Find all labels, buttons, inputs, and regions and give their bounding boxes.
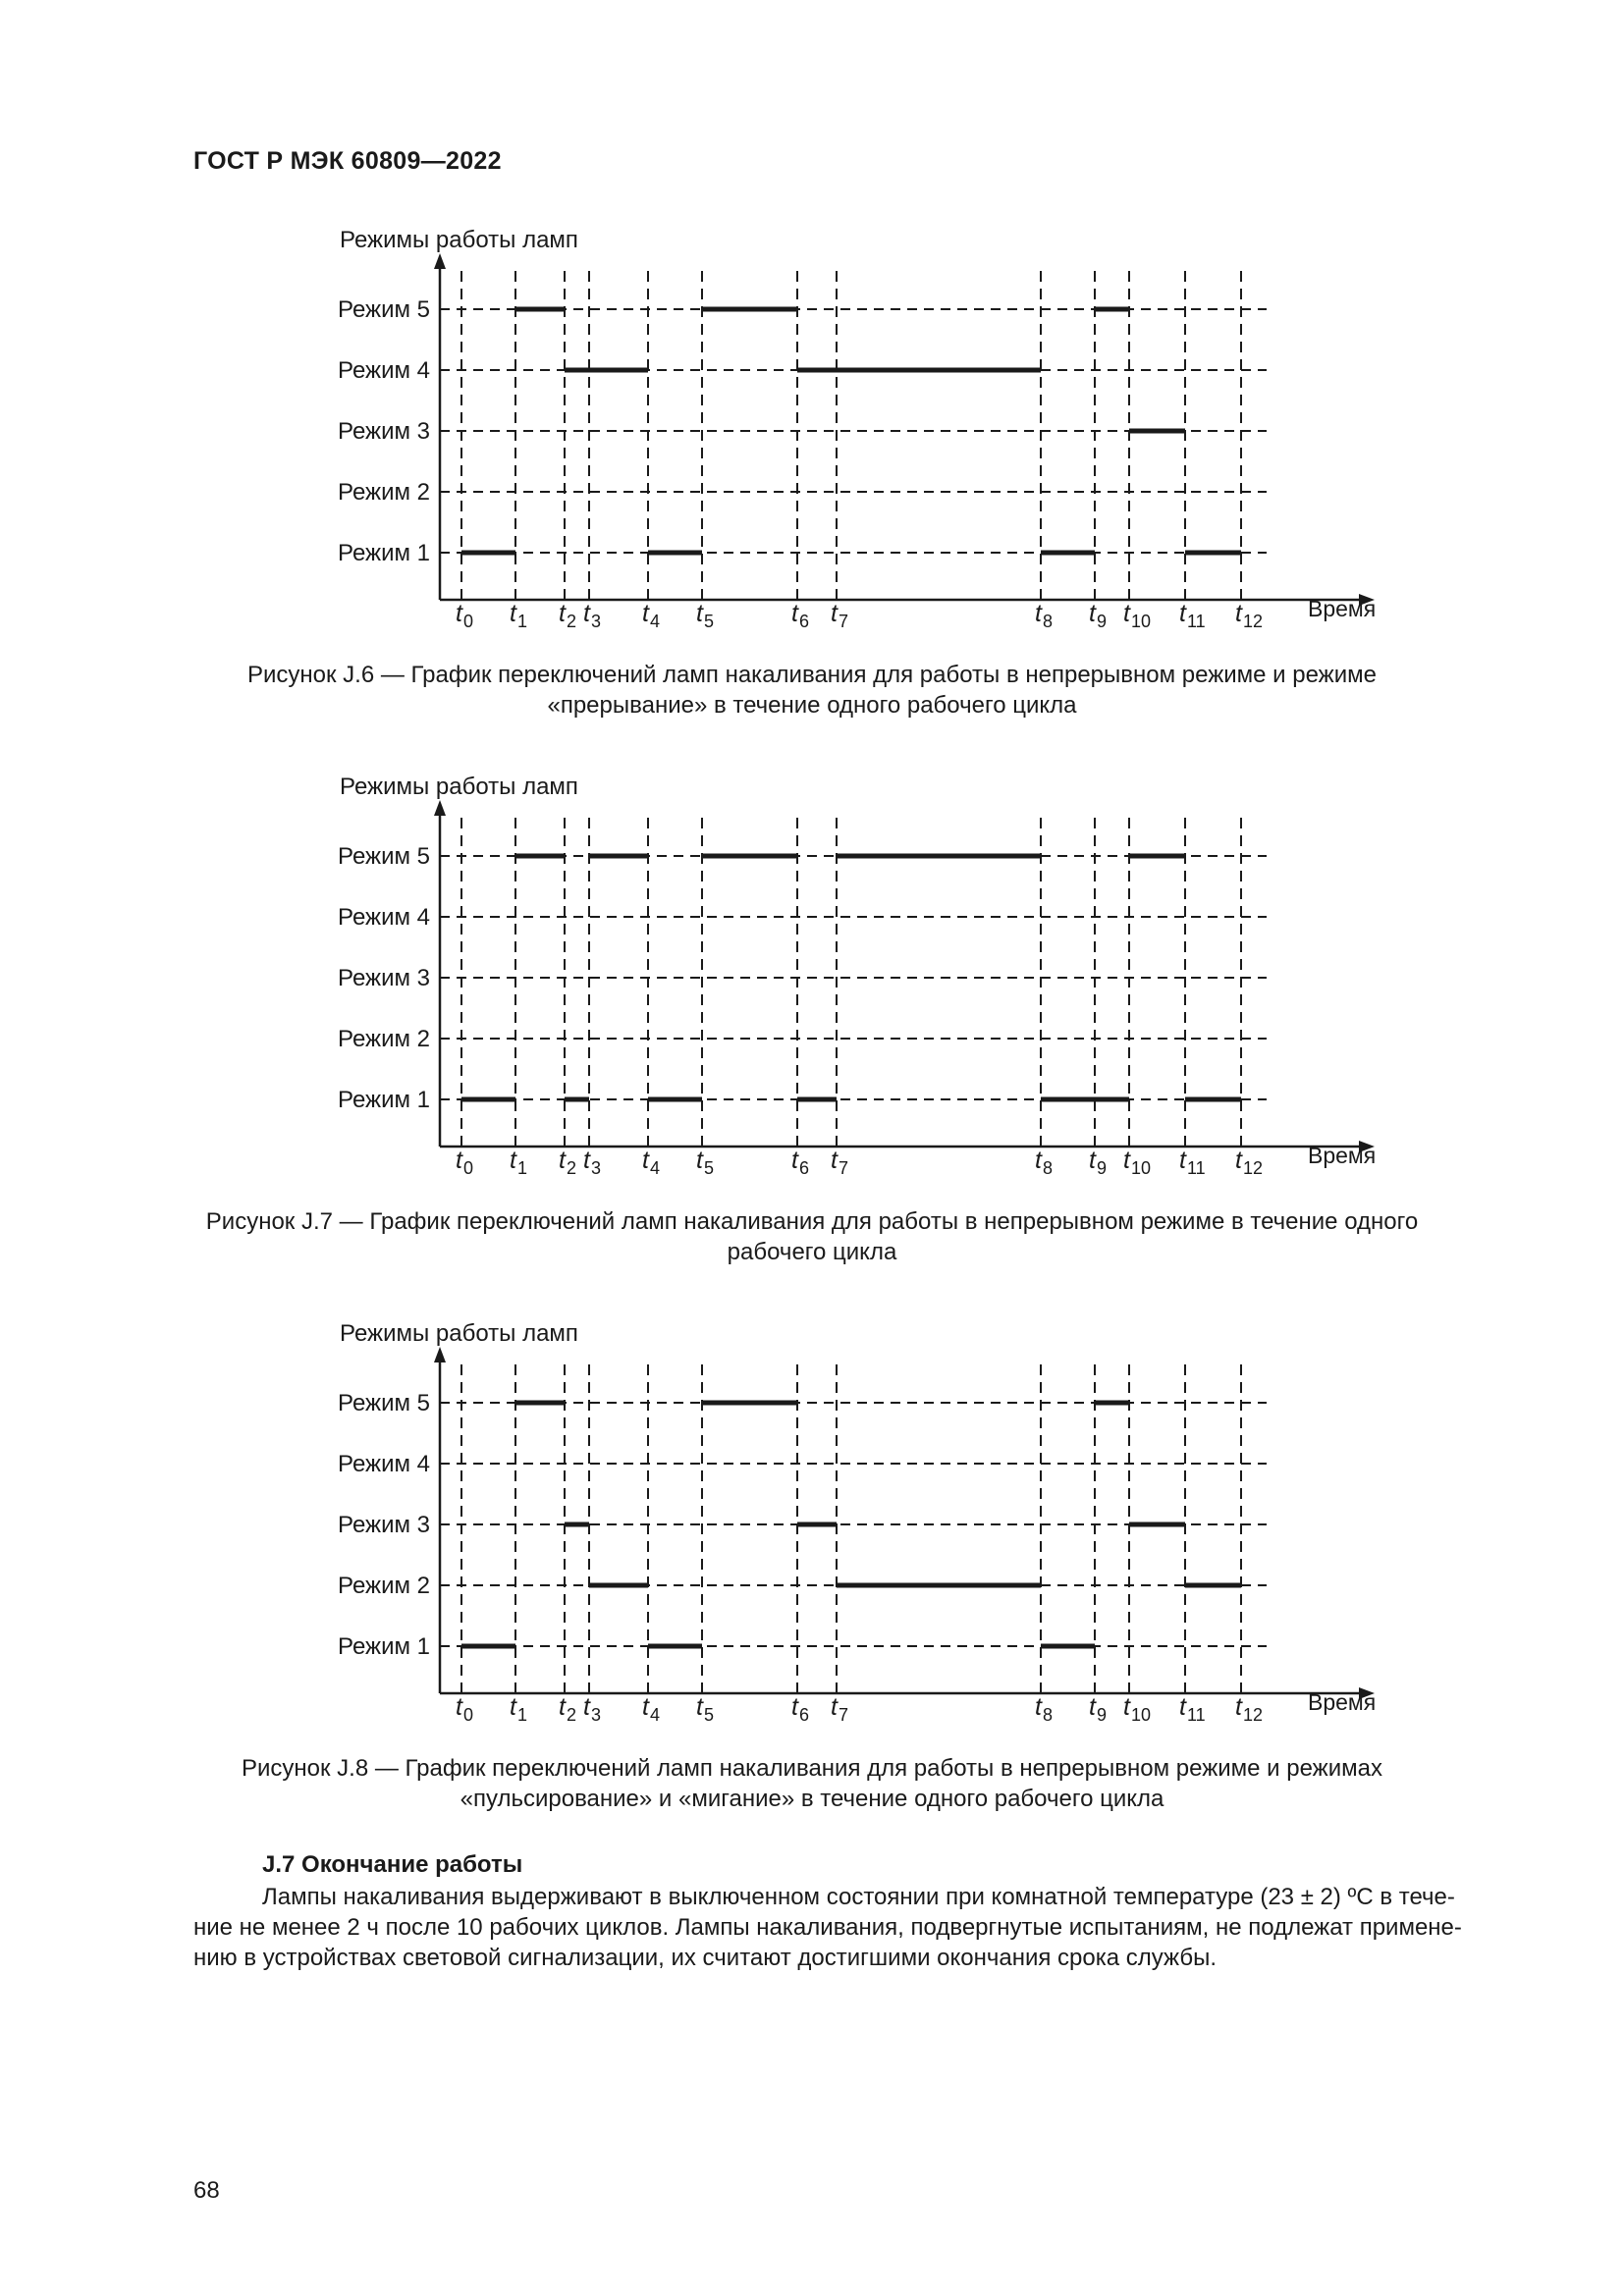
y-axis-arrow: [434, 1347, 446, 1362]
time-tick-label: $t_{12}$: [1235, 1147, 1263, 1178]
time-tick-label: $t_8$: [1035, 1147, 1053, 1178]
paragraph-line: Лампы накаливания выдерживают в выключенном состоянии при комнатной температуре (23 ± 2) ºC в тече-: [262, 1884, 1455, 1910]
section-title: J.7 Окончание работы: [262, 1851, 523, 1878]
time-tick-label: $t_{12}$: [1235, 600, 1263, 631]
x-axis-title: Время: [1308, 1689, 1377, 1715]
paragraph-line: нию в устройствах световой сигнализации, их считают достигшими окончания срока службы.: [193, 1945, 1218, 1971]
caption-line: Рисунок J.8 — График переключений ламп накаливания для работы в непрерывном режиме и режимах: [241, 1755, 1382, 1782]
y-axis-title: Режимы работы ламп: [340, 774, 578, 800]
y-tick-label: Режим 5: [337, 1390, 430, 1416]
time-tick-label: $t_{10}$: [1123, 1147, 1151, 1178]
caption-line: Рисунок J.6 — График переключений ламп накаливания для работы в непрерывном режиме и режиме: [246, 662, 1377, 688]
time-tick-label: $t_3$: [583, 1147, 601, 1178]
time-tick-label: $t_7$: [831, 1147, 848, 1178]
y-tick-label: Режим 3: [337, 1512, 430, 1538]
caption-figure-j7: [177, 1206, 1447, 1267]
time-tick-label: $t_8$: [1035, 600, 1053, 631]
section-paragraph: [193, 1882, 1525, 1973]
y-axis-title: Режимы работы ламп: [340, 227, 578, 253]
caption-line: «прерывание» в течение одного рабочего цикла: [547, 692, 1077, 719]
time-tick-label: $t_0$: [456, 1147, 473, 1178]
chart-svg: [0, 771, 1624, 1202]
y-tick-label: Режим 4: [337, 1451, 430, 1477]
caption-figure-j8: [177, 1753, 1447, 1814]
y-tick-label: Режим 2: [337, 479, 430, 506]
time-tick-label: $t_0$: [456, 1693, 473, 1725]
y-tick-label: Режим 2: [337, 1026, 430, 1052]
y-tick-label: Режим 3: [337, 965, 430, 991]
time-tick-label: $t_4$: [642, 1693, 660, 1725]
time-tick-label: $t_{10}$: [1123, 1693, 1151, 1725]
y-tick-label: Режим 5: [337, 296, 430, 323]
caption-line: «пульсирование» и «мигание» в течение одного рабочего цикла: [460, 1786, 1164, 1812]
time-tick-label: $t_{10}$: [1123, 600, 1151, 631]
caption-line: рабочего цикла: [727, 1239, 897, 1265]
time-tick-label: $t_{11}$: [1179, 600, 1206, 631]
x-axis-title: Время: [1308, 596, 1377, 621]
time-tick-label: $t_{12}$: [1235, 1693, 1263, 1725]
time-tick-label: $t_{11}$: [1179, 1693, 1206, 1725]
time-tick-label: $t_4$: [642, 1147, 660, 1178]
caption-line: Рисунок J.7 — График переключений ламп накаливания для работы в непрерывном режиме в течение одного: [205, 1208, 1419, 1235]
chart-figure-j8: [0, 1317, 1624, 1749]
time-tick-label: $t_5$: [696, 600, 714, 631]
time-tick-label: $t_4$: [642, 600, 660, 631]
time-tick-label: $t_5$: [696, 1147, 714, 1178]
time-tick-label: $t_9$: [1089, 1693, 1107, 1725]
y-tick-label: Режим 5: [337, 843, 430, 870]
time-tick-label: $t_{11}$: [1179, 1147, 1206, 1178]
time-tick-label: $t_7$: [831, 600, 848, 631]
document-header: ГОСТ Р МЭК 60809—2022: [193, 147, 502, 175]
chart-svg: [0, 224, 1624, 656]
y-tick-label: Режим 3: [337, 418, 430, 445]
y-tick-label: Режим 4: [337, 904, 430, 931]
page-number: 68: [193, 2177, 220, 2204]
y-tick-label: Режим 2: [337, 1573, 430, 1599]
time-tick-label: $t_2$: [559, 1147, 576, 1178]
time-tick-label: $t_3$: [583, 600, 601, 631]
time-tick-label: $t_0$: [456, 600, 473, 631]
time-tick-label: $t_1$: [510, 1693, 527, 1725]
y-tick-label: Режим 1: [337, 1633, 430, 1660]
y-axis-arrow: [434, 800, 446, 816]
x-axis-title: Время: [1308, 1143, 1377, 1168]
chart-svg: [0, 1317, 1624, 1749]
chart-figure-j6: [0, 224, 1624, 656]
time-tick-label: $t_1$: [510, 1147, 527, 1178]
y-tick-label: Режим 1: [337, 540, 430, 566]
time-tick-label: $t_9$: [1089, 1147, 1107, 1178]
time-tick-label: $t_7$: [831, 1693, 848, 1725]
time-tick-label: $t_6$: [791, 1147, 809, 1178]
y-axis-arrow: [434, 253, 446, 269]
time-tick-label: $t_2$: [559, 600, 576, 631]
y-axis-title: Режимы работы ламп: [340, 1320, 578, 1347]
y-tick-label: Режим 4: [337, 357, 430, 384]
time-tick-label: $t_1$: [510, 600, 527, 631]
y-tick-label: Режим 1: [337, 1087, 430, 1113]
time-tick-label: $t_8$: [1035, 1693, 1053, 1725]
time-tick-label: $t_6$: [791, 1693, 809, 1725]
time-tick-label: $t_6$: [791, 600, 809, 631]
caption-figure-j6: [177, 660, 1447, 721]
time-tick-label: $t_5$: [696, 1693, 714, 1725]
time-tick-label: $t_3$: [583, 1693, 601, 1725]
time-tick-label: $t_9$: [1089, 600, 1107, 631]
paragraph-line: ние не менее 2 ч после 10 рабочих циклов. Лампы накаливания, подвергнутые испытаниям, не подлежат примене-: [193, 1914, 1462, 1941]
chart-figure-j7: [0, 771, 1624, 1202]
time-tick-label: $t_2$: [559, 1693, 576, 1725]
